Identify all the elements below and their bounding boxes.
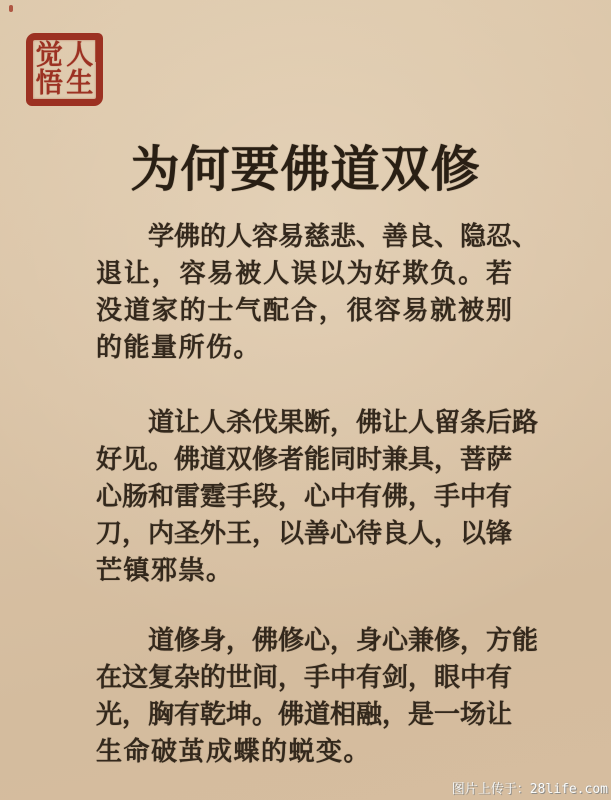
- ink-speck: [9, 5, 13, 12]
- poster-title: 为何要佛道双修: [130, 142, 481, 197]
- poster-body: [96, 219, 539, 771]
- text-line: 生命破茧成蝶的蜕变。: [96, 737, 372, 766]
- seal-char: 人: [66, 39, 94, 70]
- seal-texture-mark: [95, 38, 98, 62]
- seal-char: 悟: [35, 68, 63, 99]
- watermark: 图片上传于：28life.com: [451, 782, 608, 797]
- text-line: 学佛的人容易慈悲、善良、隐忍、: [148, 222, 539, 251]
- text-line: 芒镇邪祟。: [96, 556, 234, 585]
- text-line: 好见。佛道双修者能同时兼具，菩萨: [96, 445, 513, 474]
- text-line: 刀，内圣外王，以善心待良人，以锋: [96, 519, 513, 548]
- text-line: 没道家的士气配合，很容易就被别: [96, 296, 512, 325]
- paragraph-1: [96, 219, 539, 367]
- text-line: 道修身，佛修心，身心兼修，方能: [148, 626, 539, 655]
- text-line: 道让人杀伐果断，佛让人留条后路: [148, 408, 539, 437]
- text-line: 光，胸有乾坤。佛道相融，是一场让: [96, 700, 513, 729]
- text-line: 退让，容易被人误以为好欺负。若: [96, 259, 512, 288]
- text-line: 在这复杂的世间，手中有剑，眼中有: [96, 663, 513, 692]
- paragraph-3: [96, 623, 539, 771]
- text-line: 的能量所伤。: [96, 333, 262, 362]
- seal-stamp: [26, 33, 103, 106]
- seal-char: 生: [66, 68, 94, 99]
- text-line: 心肠和雷霆手段，心中有佛，手中有: [96, 482, 513, 511]
- paragraph-2: [96, 405, 539, 590]
- seal-char: 觉: [35, 39, 63, 70]
